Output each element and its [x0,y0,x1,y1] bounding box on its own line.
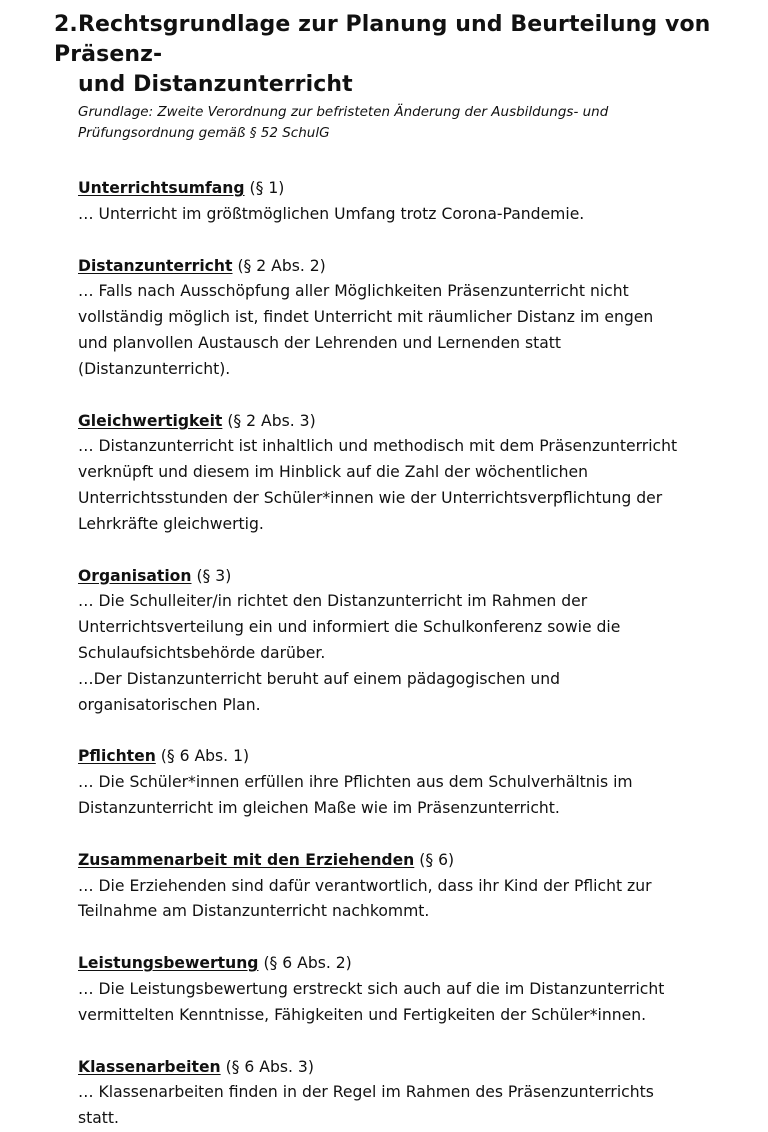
section-title-row [78,744,746,770]
section-klassenarbeiten [78,1055,746,1132]
section-title-row [78,564,746,590]
section-title: Klassenarbeiten [78,1057,221,1076]
section-body [78,770,746,822]
section-line: … Die Schüler*innen erfüllen ihre Pflichten aus dem Schulverhältnis im [78,773,633,792]
heading-line-2: und Distanzunterricht [78,72,353,97]
section-reference: (§ 3) [191,566,232,585]
section-line: Teilnahme am Distanzunterricht nachkommt. [78,902,430,921]
section-line: … Klassenarbeiten finden in der Regel im Rahmen des Präsenzunterrichts [78,1083,654,1102]
section-title: Gleichwertigkeit [78,411,223,430]
section-line: … Die Leistungsbewertung erstreckt sich auch auf die im Distanzunterricht [78,979,665,998]
heading-line-1: Rechtsgrundlage zur Planung und Beurteilung von Präsenz- [54,12,711,67]
section-leistungsbewertung [78,951,746,1028]
section-zusammenarbeit [78,848,746,925]
section-body [78,874,746,926]
section-line: Unterrichtsverteilung ein und informiert die Schulkonferenz sowie die [78,618,621,637]
section-line: Schulaufsichtsbehörde darüber. [78,643,326,662]
section-body [78,279,746,382]
section-organisation [78,564,746,719]
section-title-row [78,1055,746,1081]
legal-basis-note [78,102,746,144]
section-body [78,1080,746,1132]
heading-number: 2. [54,12,78,37]
section-title-row [78,176,746,202]
section-line: … Falls nach Ausschöpfung aller Möglichkeiten Präsenzunterricht nicht [78,282,629,301]
section-line: (Distanzunterricht). [78,359,231,378]
section-line: vermittelten Kenntnisse, Fähigkeiten und Fertigkeiten der Schüler*innen. [78,1005,647,1024]
section-reference: (§ 6 Abs. 3) [220,1057,314,1076]
section-line: verknüpft und diesem im Hinblick auf die Zahl der wöchentlichen [78,463,588,482]
section-line: und planvollen Austausch der Lehrenden und Lernenden statt [78,333,562,352]
section-reference: (§ 6 Abs. 1) [155,747,250,766]
section-title-row [78,254,746,280]
section-line: …Der Distanzunterricht beruht auf einem pädagogischen und [78,669,561,688]
section-title-row [78,409,746,435]
section-title: Leistungsbewertung [78,954,259,973]
section-line: organisatorischen Plan. [78,695,261,714]
section-title: Organisation [78,566,192,585]
section-distanzunterricht [78,254,746,383]
section-heading [0,10,746,100]
section-title-row [78,848,746,874]
section-line: … Unterricht im größtmöglichen Umfang trotz Corona-Pandemie. [78,204,585,223]
section-reference: (§ 6) [414,850,455,869]
section-reference: (§ 2 Abs. 2) [232,256,326,275]
legal-basis-line-2: Prüfungsordnung gemäß § 52 SchulG [78,125,330,141]
section-body [78,202,746,228]
section-body [78,589,746,718]
section-title: Distanzunterricht [78,256,233,275]
section-reference: (§ 6 Abs. 2) [258,954,352,973]
section-title-row [78,951,746,977]
section-line: … Distanzunterricht ist inhaltlich und methodisch mit dem Präsenzunterricht [78,437,678,456]
section-line: Lehrkräfte gleichwertig. [78,514,264,533]
section-reference: (§ 1) [244,179,285,197]
section-line: Distanzunterricht im gleichen Maße wie im Präsenzunterricht. [78,798,560,817]
section-unterrichtsumfang [78,176,746,228]
section-line: … Die Erziehenden sind dafür verantwortlich, dass ihr Kind der Pflicht zur [78,876,652,895]
legal-basis-line-1: Grundlage: Zweite Verordnung zur befristeten Änderung der Ausbildungs- und [78,104,609,120]
section-line: statt. [78,1109,119,1128]
section-reference: (§ 2 Abs. 3) [222,411,316,430]
section-line: … Die Schulleiter/in richtet den Distanzunterricht im Rahmen der [78,592,588,611]
section-line: vollständig möglich ist, findet Unterricht mit räumlicher Distanz im engen [78,308,654,327]
section-gleichwertigkeit [78,409,746,538]
section-line: Unterrichtsstunden der Schüler*innen wie der Unterrichtsverpflichtung der [78,488,663,507]
section-pflichten [78,744,746,821]
section-body [78,434,746,537]
section-body [78,977,746,1029]
section-title: Pflichten [78,747,156,766]
section-title: Unterrichtsumfang [78,179,245,197]
section-title: Zusammenarbeit mit den Erziehenden [78,850,415,869]
